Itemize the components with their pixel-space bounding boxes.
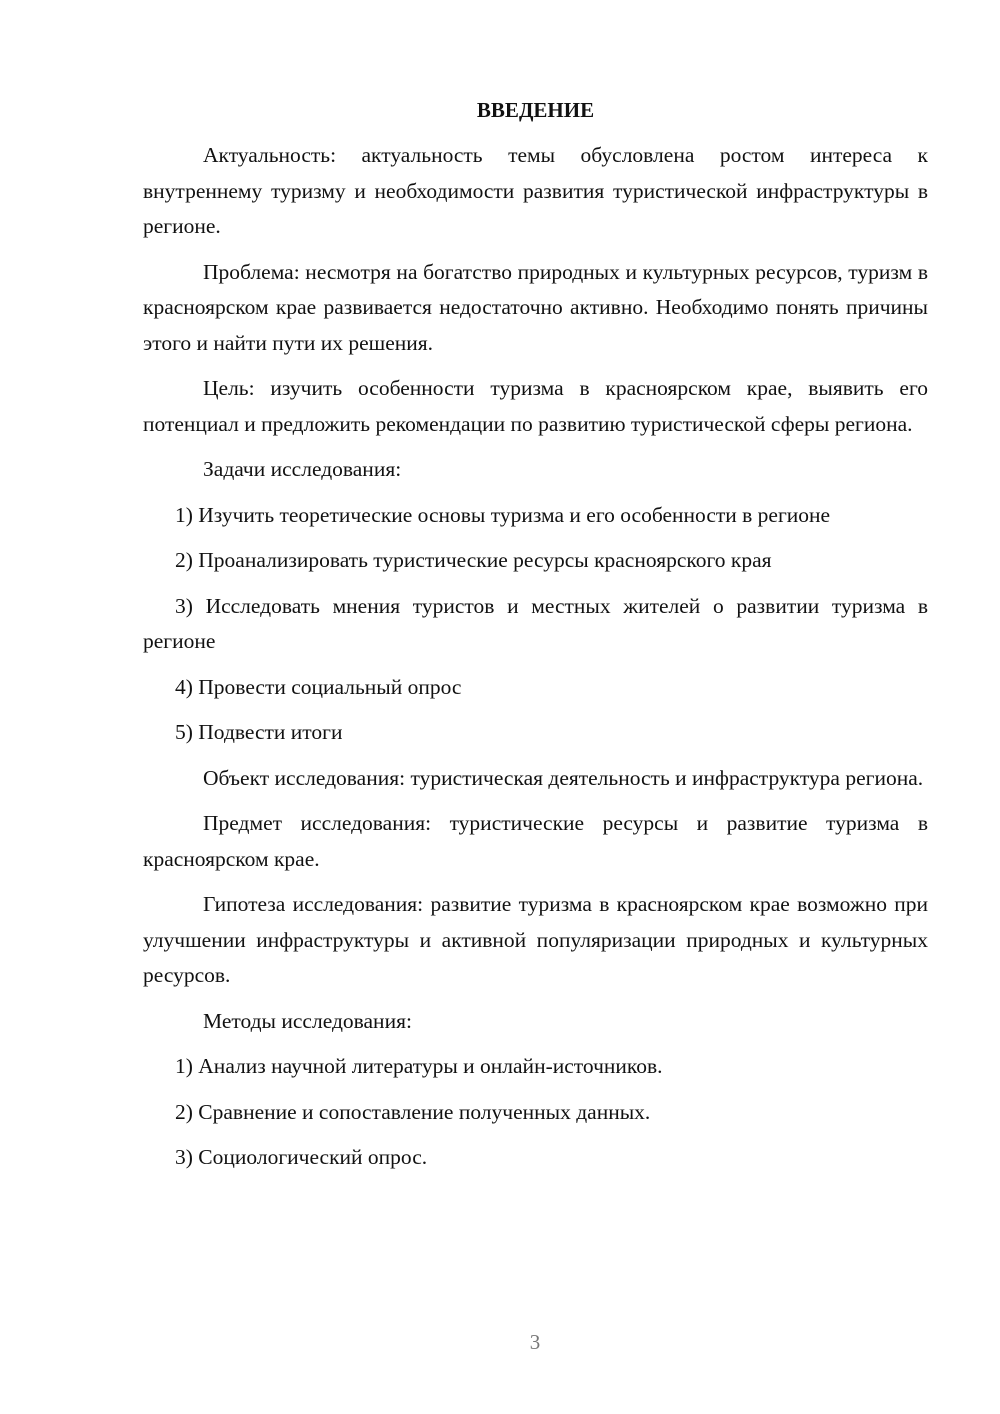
problem-paragraph: Проблема: несмотря на богатство природных и культурных ресурсов, туризм в красноярском крае развивается недостаточно активно. Необходимо понять причины этого и найти пути их решения. bbox=[143, 259, 928, 355]
task-item-1: 1) Изучить теоретические основы туризма и его особенности в регионе bbox=[175, 502, 831, 527]
object-paragraph: Объект исследования: туристическая деятельность и инфраструктура региона. bbox=[203, 765, 924, 790]
relevance-paragraph: Актуальность: актуальность темы обусловлена ростом интереса к внутреннему туризму и необходимости развития туристической инфраструктуры в регионе. bbox=[143, 143, 928, 238]
task-item-4: 4) Провести социальный опрос bbox=[175, 674, 462, 699]
document-body bbox=[143, 93, 928, 1186]
tasks-heading: Задачи исследования: bbox=[203, 457, 402, 481]
task-item-5: 5) Подвести итоги bbox=[175, 720, 343, 744]
task-item-2: 2) Проанализировать туристические ресурсы красноярского края bbox=[175, 548, 772, 572]
method-item-3: 3) Социологический опрос. bbox=[175, 1145, 428, 1169]
document-title: ВВЕДЕНИЕ bbox=[476, 98, 595, 122]
page-number: 3 bbox=[529, 1330, 541, 1354]
goal-paragraph: Цель: изучить особенности туризма в красноярском крае, выявить его потенциал и предложить рекомендации по развитию туристической сферы региона. bbox=[143, 376, 928, 436]
subject-paragraph: Предмет исследования: туристические ресурсы и развитие туризма в красноярском крае. bbox=[143, 811, 928, 871]
methods-heading: Методы исследования: bbox=[203, 1008, 412, 1033]
hypothesis-paragraph: Гипотеза исследования: развитие туризма в красноярском крае возможно при улучшении инфраструктуры и активной популяризации природных и культурных ресурсов. bbox=[143, 892, 928, 987]
method-item-2: 2) Сравнение и сопоставление полученных данных. bbox=[175, 1099, 651, 1124]
method-item-1: 1) Анализ научной литературы и онлайн-источников. bbox=[175, 1054, 663, 1078]
task-item-3: 3) Исследовать мнения туристов и местных жителей о развитии туризма в регионе bbox=[143, 593, 928, 653]
